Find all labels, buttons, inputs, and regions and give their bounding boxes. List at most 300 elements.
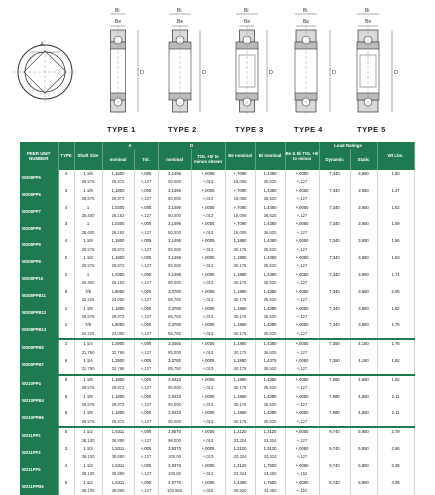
table-cell-metric: 28,575 <box>74 418 102 427</box>
part-number-cell: W210PPB4 <box>20 393 58 410</box>
table-cell-metric: 80,000 <box>158 262 191 270</box>
table-cell: 7,340 <box>319 305 350 313</box>
table-cell: 2,11 <box>377 393 414 401</box>
table-cell-metric: 36,520 <box>225 487 255 495</box>
table-cell: +,0050 <box>285 288 319 296</box>
table-cell-metric: 31,750 <box>74 365 102 374</box>
table-cell: 2 <box>58 271 74 279</box>
table-row-metric <box>20 349 414 357</box>
table-cell: 1,0300 <box>102 220 134 228</box>
table-cell-metric <box>319 384 350 392</box>
table-cell: 1 <box>74 220 102 228</box>
table-cell-metric: 29,972 <box>102 401 134 409</box>
table-cell-metric: +,152 <box>285 470 319 478</box>
dimension-be-label: Be <box>303 19 309 25</box>
table-cell: 7,340 <box>319 220 350 228</box>
table-cell: 6 <box>58 288 74 296</box>
table-cell: +,0005 <box>191 254 225 262</box>
table-cell-metric <box>350 212 377 220</box>
table-cell-metric <box>377 349 414 357</box>
table-cell: 1,66 <box>377 237 414 245</box>
table-cell: 1,4380 <box>255 254 285 262</box>
table-cell: 1,1800 <box>102 305 134 313</box>
table-cell-metric: +,127 <box>285 229 319 237</box>
table-cell: 3,3780 <box>158 288 191 296</box>
table-cell: 1 1/8 <box>74 187 102 195</box>
table-cell: +,005 <box>134 479 158 487</box>
table-cell-metric: +,127 <box>285 296 319 304</box>
bearing-section-type-3 <box>236 8 273 116</box>
table-cell: 4 <box>58 237 74 245</box>
table-cell: 2,79 <box>377 427 414 436</box>
table-cell-metric <box>377 437 414 445</box>
table-cell-metric: +,127 <box>134 401 158 409</box>
table-cell-metric <box>377 365 414 374</box>
table-cell-metric: 28,575 <box>74 195 102 203</box>
table-cell: 1,1800 <box>102 409 134 417</box>
type-2-label: TYPE 2 <box>168 125 197 134</box>
table-cell: 1 1/2 <box>74 427 102 436</box>
table-row <box>20 409 414 417</box>
table-cell: 1,2900 <box>102 357 134 365</box>
table-cell-metric <box>377 279 414 287</box>
table-cell: +,0005 <box>191 427 225 436</box>
table-cell-metric: +,127 <box>134 470 158 478</box>
type-3-label: TYPE 3 <box>235 125 264 134</box>
table-cell: 4,150 <box>350 339 377 348</box>
table-cell: 1 1/4 <box>74 357 102 365</box>
table-cell-metric: 90,000 <box>158 401 191 409</box>
table-row-metric <box>20 365 414 374</box>
table-cell: 7,340 <box>319 170 350 179</box>
table-cell-metric: +,013 <box>191 384 225 392</box>
part-number-cell: W208PPB13 <box>20 321 58 339</box>
table-cell-metric: 28,575 <box>74 313 102 321</box>
table-cell-metric: +,127 <box>134 246 158 254</box>
dimension-d-label: D <box>140 70 144 76</box>
table-cell-metric: 100,00 <box>158 453 191 461</box>
table-cell-metric: +,127 <box>134 453 158 461</box>
table-cell: 1,4380 <box>255 237 285 245</box>
table-cell-metric: 33,324 <box>225 453 255 461</box>
table-cell: 3,650 <box>350 305 377 313</box>
table-cell-metric: +,127 <box>134 330 158 339</box>
table-cell: +,005 <box>134 445 158 453</box>
table-cell-metric: +,013 <box>191 470 225 478</box>
table-row <box>20 220 414 228</box>
table-cell-metric: 30,175 <box>225 418 255 427</box>
table-cell-metric: +,015 <box>191 487 225 495</box>
table-cell: 4,150 <box>350 357 377 365</box>
table-cell: +,0005 <box>191 462 225 470</box>
table-cell: +,005 <box>134 187 158 195</box>
table-cell: 2 <box>58 321 74 329</box>
table-row <box>20 375 414 384</box>
table-cell-metric: 36,520 <box>255 365 285 374</box>
table-cell-metric: 18,008 <box>225 195 255 203</box>
table-cell-metric: 28,575 <box>74 246 102 254</box>
col-type: TYPE <box>58 142 74 170</box>
table-cell-metric <box>58 384 74 392</box>
table-cell: 3,650 <box>350 170 377 179</box>
table-cell-metric: 80,000 <box>158 246 191 254</box>
table-cell-metric: 85,000 <box>158 349 191 357</box>
table-cell-metric: 80,000 <box>158 229 191 237</box>
type-4-label: TYPE 4 <box>294 125 323 134</box>
table-cell-metric <box>58 330 74 339</box>
table-cell-metric: 28,575 <box>74 178 102 186</box>
table-cell-metric: 38,890 <box>102 453 134 461</box>
table-cell: 3,1496 <box>158 170 191 179</box>
table-cell-metric <box>58 453 74 461</box>
table-cell: 1 1/8 <box>74 254 102 262</box>
table-cell-metric: 36,520 <box>255 212 285 220</box>
table-cell-metric <box>58 349 74 357</box>
table-cell-metric <box>377 178 414 186</box>
part-number-cell: W208PP8 <box>20 254 58 271</box>
table-cell-metric: 30,175 <box>225 330 255 339</box>
table-cell-metric: 103,556 <box>158 487 191 495</box>
table-cell-metric <box>377 487 414 495</box>
table-cell-metric: 38,890 <box>102 437 134 445</box>
table-cell-metric <box>319 262 350 270</box>
table-cell-metric: 30,175 <box>225 296 255 304</box>
dimension-d-label: D <box>269 70 273 76</box>
table-cell: 1,3120 <box>225 462 255 470</box>
table-cell: 1,1800 <box>102 254 134 262</box>
table-cell-metric: +,013 <box>191 212 225 220</box>
dimension-bi-label: Bi <box>177 8 181 14</box>
table-cell: 1,2900 <box>102 339 134 348</box>
table-cell: +,7090 <box>225 187 255 195</box>
table-cell-metric <box>350 470 377 478</box>
table-cell: +,0050 <box>285 305 319 313</box>
table-cell-metric: 26,162 <box>102 229 134 237</box>
table-cell: 1,63 <box>377 254 414 262</box>
part-number-cell: W210PP4 <box>20 375 58 393</box>
table-cell: +,005 <box>134 305 158 313</box>
table-cell-metric: 29,972 <box>102 384 134 392</box>
table-cell: 7,340 <box>319 187 350 195</box>
table-row <box>20 357 414 365</box>
table-cell-metric: +,127 <box>134 487 158 495</box>
table-cell-metric: 26,162 <box>102 212 134 220</box>
part-number-cell: W209PPB5 <box>20 339 58 357</box>
table-cell-metric <box>350 262 377 270</box>
table-cell-metric <box>377 262 414 270</box>
table-cell: 1 <box>74 204 102 212</box>
table-cell-metric: 38,100 <box>74 453 102 461</box>
table-cell-metric: 33,324 <box>255 453 285 461</box>
table-cell: 5 <box>58 375 74 384</box>
table-cell: 3,3780 <box>158 357 191 365</box>
table-cell: 4,0770 <box>158 479 191 487</box>
col-bi-nominal: Bi nominal <box>255 142 285 170</box>
table-cell-metric: 38,100 <box>74 470 102 478</box>
table-cell: 1,0300 <box>102 204 134 212</box>
table-cell-metric: +,127 <box>134 212 158 220</box>
table-cell-metric: 29,972 <box>102 195 134 203</box>
table-cell: 1,4380 <box>255 170 285 179</box>
table-row <box>20 305 414 313</box>
table-cell-metric: 36,520 <box>255 279 285 287</box>
table-cell-metric: 36,520 <box>255 262 285 270</box>
part-number-cell: W211PP2 <box>20 427 58 445</box>
table-cell-metric <box>350 365 377 374</box>
table-cell-metric <box>319 178 350 186</box>
table-cell: 1,92 <box>377 357 414 365</box>
table-cell: 3,8570 <box>158 427 191 436</box>
table-cell: +,0005 <box>191 339 225 348</box>
table-cell-metric: +,127 <box>285 401 319 409</box>
table-cell: +,005 <box>134 393 158 401</box>
table-cell: 7,340 <box>319 271 350 279</box>
col-group-load-ratings: Load Ratings <box>319 142 377 149</box>
table-row-metric <box>20 487 414 495</box>
table-cell: 1,59 <box>377 220 414 228</box>
table-cell-metric: 25,400 <box>74 212 102 220</box>
table-cell-metric: 36,520 <box>255 195 285 203</box>
table-cell-metric: +,013 <box>191 178 225 186</box>
table-cell-metric <box>377 470 414 478</box>
table-row <box>20 237 414 245</box>
col-group-d: D <box>158 142 225 149</box>
dimension-d-label: D <box>202 70 206 76</box>
table-cell-metric <box>350 313 377 321</box>
table-cell-metric: +,013 <box>191 365 225 374</box>
table-cell-metric: 80,000 <box>158 212 191 220</box>
table-cell-metric: +,013 <box>191 437 225 445</box>
bearing-section-type-4 <box>295 8 336 116</box>
table-cell-metric: 38,890 <box>102 470 134 478</box>
table-cell: 7/8 <box>74 321 102 329</box>
table-cell: 1,82 <box>377 305 414 313</box>
table-cell-metric <box>377 246 414 254</box>
table-cell: +,005 <box>134 254 158 262</box>
table-cell-metric: +,013 <box>191 401 225 409</box>
table-cell: +,0005 <box>191 321 225 329</box>
table-cell: 1,8050 <box>102 321 134 329</box>
table-row <box>20 288 414 296</box>
part-number-cell: W209PPB7 <box>20 357 58 375</box>
table-cell-metric: 30,175 <box>225 246 255 254</box>
table-cell: 1,5311 <box>102 445 134 453</box>
table-cell-metric: 18,008 <box>225 178 255 186</box>
table-cell: 2 <box>58 305 74 313</box>
table-cell: 5,850 <box>350 445 377 453</box>
table-cell-metric <box>319 296 350 304</box>
table-cell-metric: 90,000 <box>158 384 191 392</box>
table-cell: 3,650 <box>350 254 377 262</box>
part-number-cell: W208PP7 <box>20 204 58 221</box>
dimension-bi-label: Bi <box>303 8 307 14</box>
dimension-be-label: Be <box>177 19 183 25</box>
table-cell: 7,880 <box>319 393 350 401</box>
bearing-diagram-svg <box>0 0 435 140</box>
table-cell: 1,8050 <box>102 288 134 296</box>
table-cell-metric: 30,175 <box>225 401 255 409</box>
table-cell-metric <box>350 453 377 461</box>
table-cell-metric: 28,575 <box>74 262 102 270</box>
table-cell: 3,3780 <box>158 321 191 329</box>
table-row <box>20 187 414 195</box>
table-cell-metric: +,013 <box>191 229 225 237</box>
table-cell-metric: +,013 <box>191 330 225 339</box>
table-cell-metric: +,127 <box>285 330 319 339</box>
table-cell-metric <box>377 330 414 339</box>
table-cell: 1,3120 <box>255 427 285 436</box>
table-cell: 1 1/2 <box>74 445 102 453</box>
table-cell-metric: 30,175 <box>225 279 255 287</box>
col-shaft-size: Shaft Size <box>74 142 102 170</box>
table-cell-metric: +,127 <box>134 178 158 186</box>
table-cell: 3,9370 <box>158 445 191 453</box>
table-row-metric <box>20 330 414 339</box>
table-cell-metric <box>58 296 74 304</box>
table-cell-metric: 36,520 <box>255 246 285 254</box>
dimension-be-label: Be <box>244 19 250 25</box>
part-number-cell: W208PP5 <box>20 170 58 187</box>
table-cell: 1,1800 <box>102 375 134 384</box>
table-cell-metric: +,127 <box>134 262 158 270</box>
table-cell-metric: 80,000 <box>158 178 191 186</box>
table-row-metric <box>20 401 414 409</box>
table-cell-metric <box>58 262 74 270</box>
table-row <box>20 445 414 453</box>
table-cell-metric: +,127 <box>285 349 319 357</box>
table-cell: 1,3120 <box>225 427 255 436</box>
table-cell: 3,650 <box>350 187 377 195</box>
table-cell: 4 <box>58 170 74 179</box>
table-cell-metric: 29,972 <box>102 262 134 270</box>
table-cell-metric: 44,450 <box>255 487 285 495</box>
table-cell-metric <box>58 229 74 237</box>
table-cell: 1,1800 <box>102 170 134 179</box>
table-cell: +,0050 <box>285 409 319 417</box>
table-cell: +,005 <box>134 321 158 329</box>
table-cell-metric <box>319 401 350 409</box>
table-cell: 3,650 <box>350 204 377 212</box>
table-cell-metric <box>319 365 350 374</box>
dimension-d-label: D <box>394 70 398 76</box>
table-cell-metric <box>58 401 74 409</box>
table-cell-metric: 33,324 <box>255 437 285 445</box>
table-cell: 1,7500 <box>255 479 285 487</box>
table-row-metric <box>20 212 414 220</box>
table-cell: +,0005 <box>191 220 225 228</box>
table-cell: 1,4380 <box>225 479 255 487</box>
table-cell: +,005 <box>134 427 158 436</box>
table-cell-metric <box>377 313 414 321</box>
table-cell-metric: 85,750 <box>158 313 191 321</box>
table-cell: 1,5311 <box>102 479 134 487</box>
table-cell-metric <box>58 195 74 203</box>
table-cell-metric <box>377 418 414 427</box>
table-row <box>20 204 414 212</box>
table-cell-metric: 85,750 <box>158 365 191 374</box>
table-cell-metric <box>377 195 414 203</box>
table-cell: 7,350 <box>319 339 350 348</box>
table-cell: 3,5433 <box>158 393 191 401</box>
table-cell: 1,4380 <box>255 187 285 195</box>
table-cell-metric: +,127 <box>285 246 319 254</box>
table-cell-metric: +,152 <box>285 487 319 495</box>
type-1-label: TYPE 1 <box>107 125 136 134</box>
table-cell: 6 <box>58 357 74 365</box>
table-cell: +,005 <box>134 409 158 417</box>
table-cell-metric: +,127 <box>285 418 319 427</box>
table-cell-metric: 32,766 <box>102 349 134 357</box>
table-cell-metric <box>377 384 414 392</box>
table-row-metric <box>20 313 414 321</box>
table-cell: 2,66 <box>377 445 414 453</box>
table-cell-metric <box>377 453 414 461</box>
table-cell-metric: +,127 <box>134 418 158 427</box>
table-cell-metric <box>350 279 377 287</box>
table-cell: 1,75 <box>377 339 414 348</box>
table-cell-metric: +,127 <box>285 437 319 445</box>
table-cell-metric: 85,750 <box>158 296 191 304</box>
table-cell: 1 1/8 <box>74 305 102 313</box>
table-cell: 1 1/8 <box>74 393 102 401</box>
dimension-a-label: A <box>40 42 44 48</box>
table-cell-metric: +,013 <box>191 418 225 427</box>
table-cell: 3,1496 <box>158 220 191 228</box>
table-cell: 1,1800 <box>102 393 134 401</box>
table-cell-metric: 98,000 <box>158 437 191 445</box>
table-cell-metric <box>319 212 350 220</box>
table-cell: 1,4380 <box>255 271 285 279</box>
table-cell-metric: 18,008 <box>225 212 255 220</box>
table-cell-metric: 23,000 <box>102 296 134 304</box>
table-row <box>20 393 414 401</box>
table-cell-metric: 29,972 <box>102 313 134 321</box>
table-cell-metric: 30,175 <box>225 349 255 357</box>
table-cell: 7,340 <box>319 237 350 245</box>
table-cell: +,0005 <box>191 375 225 384</box>
table-cell: +,005 <box>134 204 158 212</box>
table-cell: 7,340 <box>319 204 350 212</box>
table-cell-metric <box>319 470 350 478</box>
table-row-metric <box>20 384 414 392</box>
table-cell-metric: 33,324 <box>225 470 255 478</box>
table-cell: +,0060 <box>285 479 319 487</box>
table-cell: 1,4380 <box>255 393 285 401</box>
table-row <box>20 271 414 279</box>
table-cell-metric <box>319 229 350 237</box>
table-cell-metric <box>377 229 414 237</box>
table-cell: 7,350 <box>319 357 350 365</box>
table-cell: 1,4380 <box>255 204 285 212</box>
table-cell: 1,1880 <box>225 321 255 329</box>
table-cell-metric <box>350 246 377 254</box>
table-cell: 1,1880 <box>225 305 255 313</box>
table-cell: 3,5433 <box>158 375 191 384</box>
table-cell-metric: +,013 <box>191 246 225 254</box>
table-cell: 7,340 <box>319 254 350 262</box>
table-cell: 3,650 <box>350 271 377 279</box>
table-cell-metric: +,127 <box>285 453 319 461</box>
table-cell-metric: +,013 <box>191 262 225 270</box>
table-cell: 1,1880 <box>225 271 255 279</box>
bearing-drawings <box>0 0 435 140</box>
table-cell: 3,1496 <box>158 254 191 262</box>
table-cell-metric <box>58 246 74 254</box>
table-row-metric <box>20 279 414 287</box>
table-cell: 3,650 <box>350 321 377 329</box>
dimension-bi-label: Bi <box>365 8 369 14</box>
table-cell: 5,850 <box>350 479 377 487</box>
